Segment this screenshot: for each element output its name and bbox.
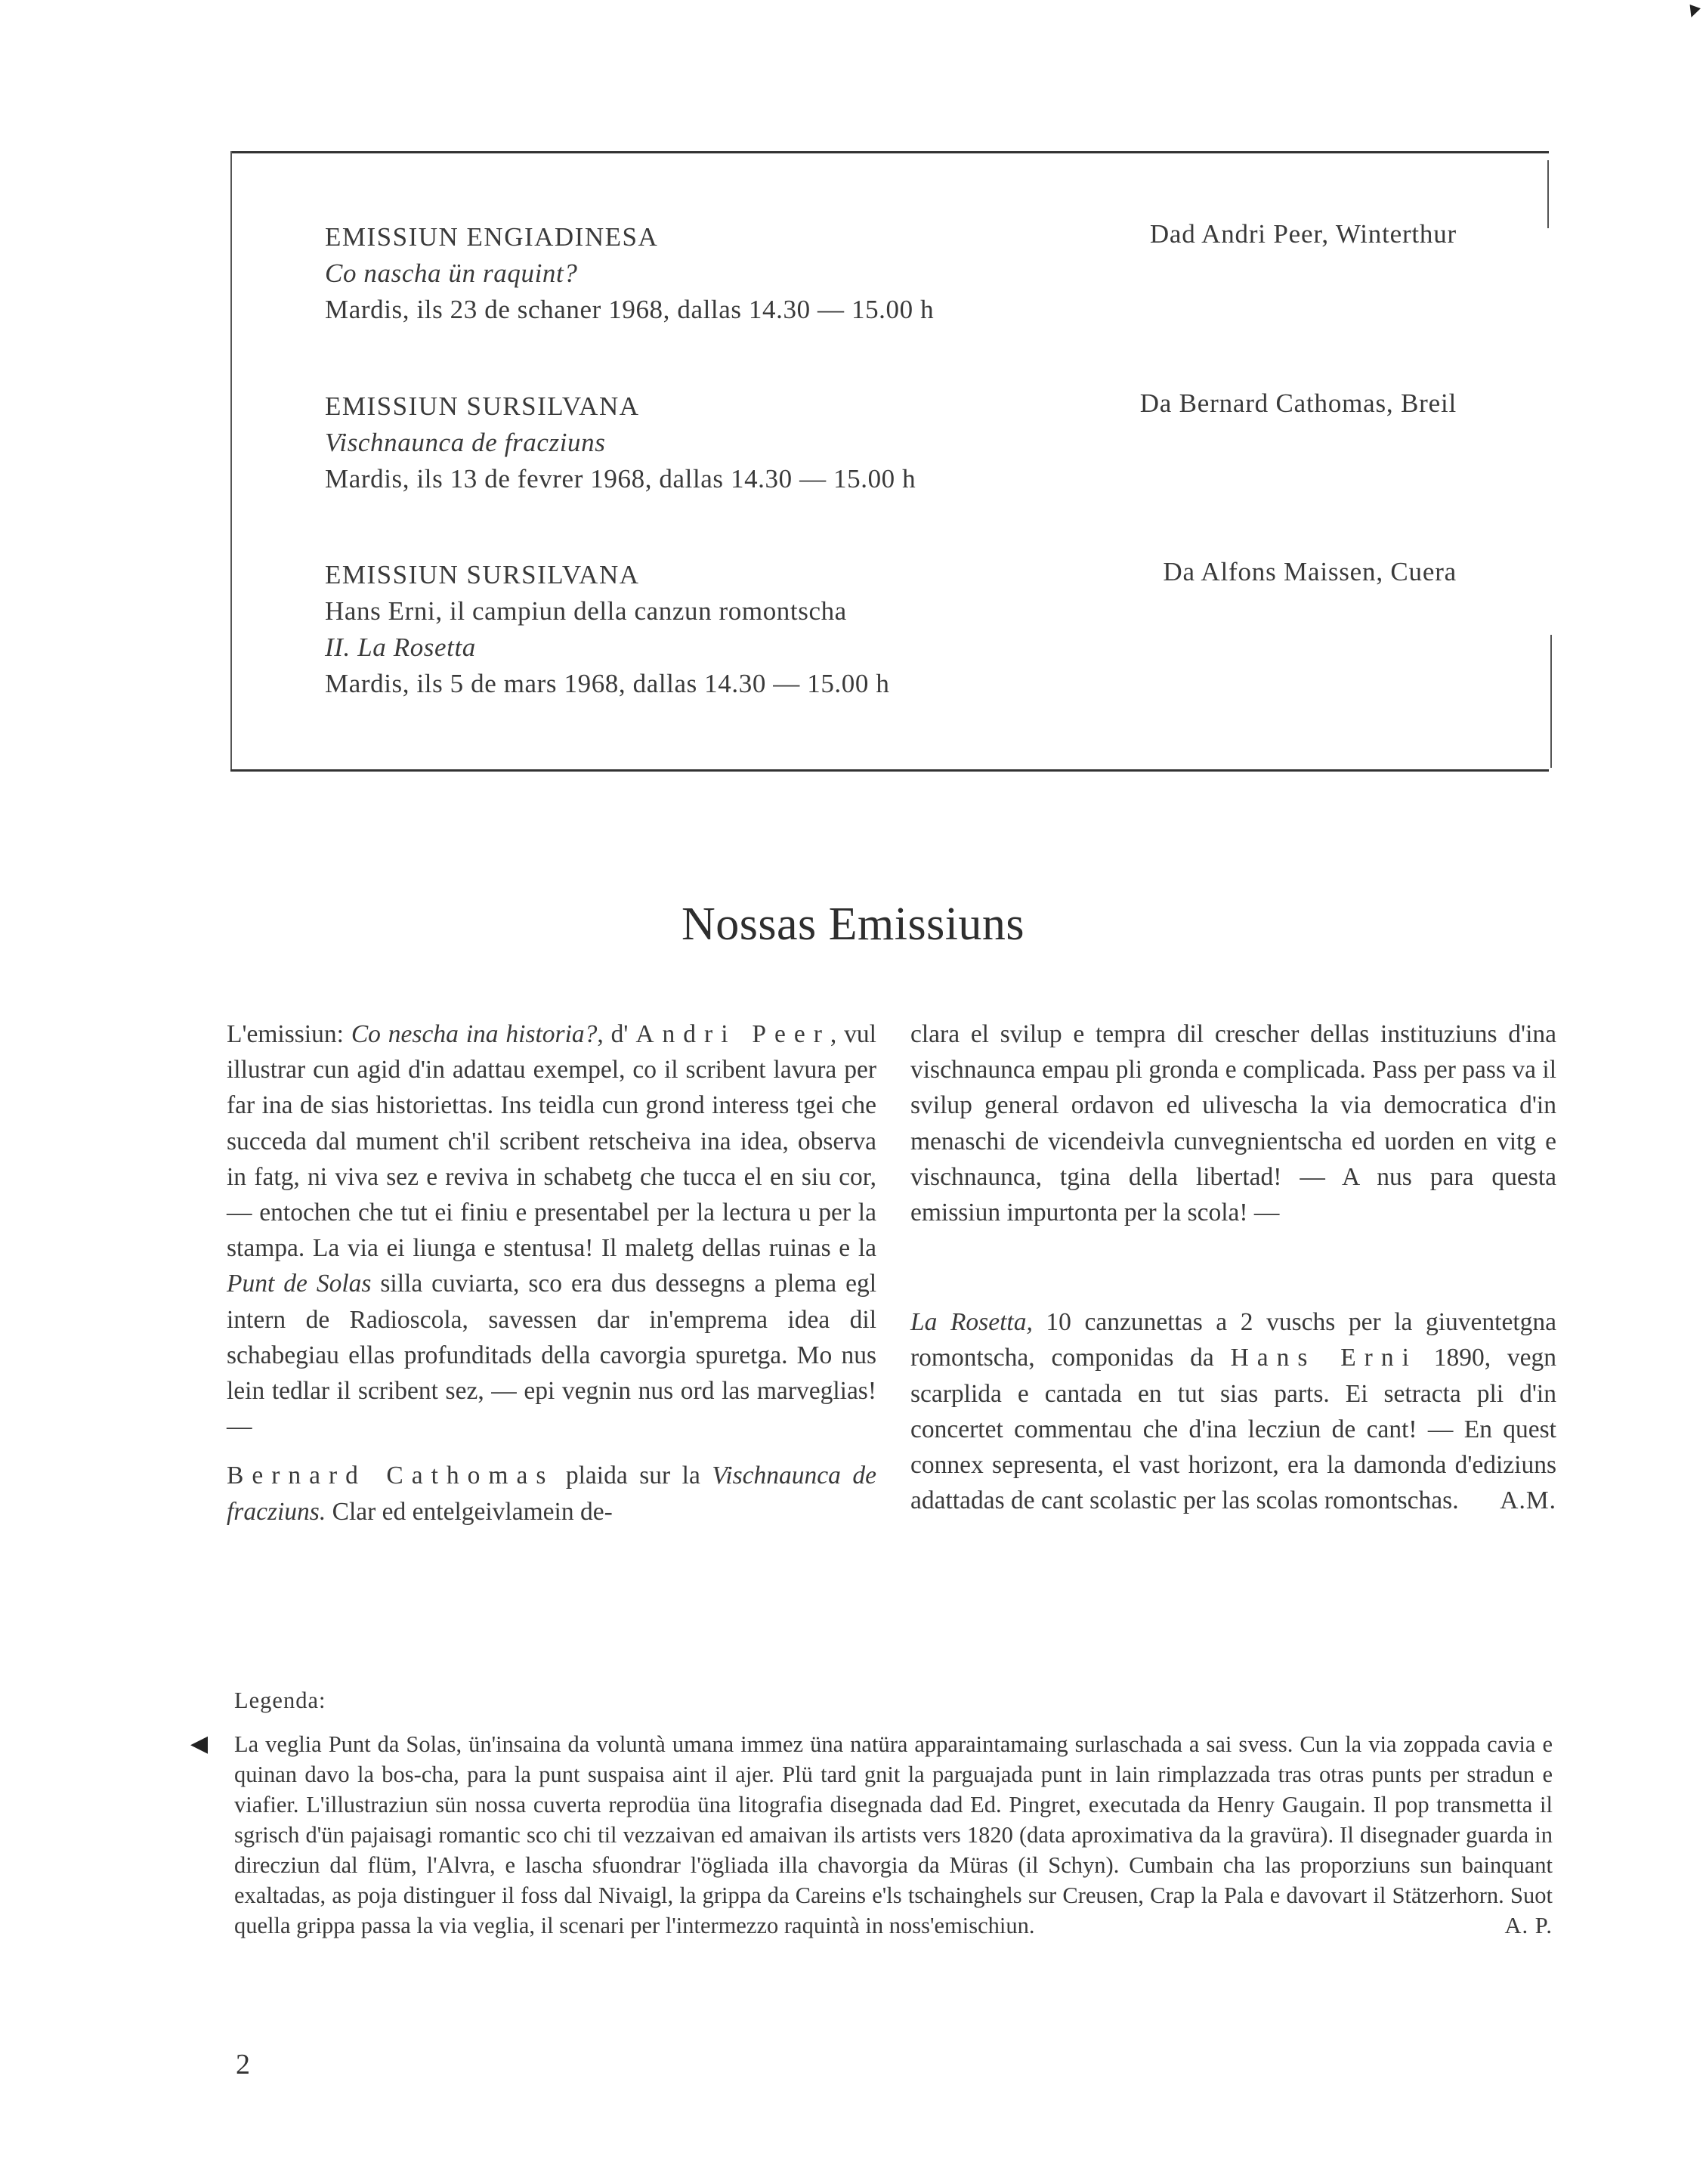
article-paragraph xyxy=(227,1016,876,1444)
corner-mark-icon: ▼ xyxy=(1685,0,1703,21)
program-author: Da Alfons Maissen, Cuera xyxy=(1163,557,1457,586)
page-number: 2 xyxy=(236,2049,250,2080)
program-entry xyxy=(325,557,1080,702)
program-heading: EMISSIUN ENGIADINESA xyxy=(325,222,659,252)
article-paragraph xyxy=(227,1458,876,1529)
text-run: silla cuviarta, sco era dus dessegns a plema egl intern de Radioscola, savessen dar in'empremа idea dil schabegiau ellas profunditads della cavorgia spuretga. Mo nus lein tedlar il scribent sez, — epi vegnin nus ord las marveglias! — xyxy=(227,1270,877,1441)
program-author: Da Bernard Cathomas, Breil xyxy=(1139,388,1457,418)
author-name-spaced: Bernard Cathomas xyxy=(227,1462,555,1490)
program-author: Dad Andri Peer, Winterthur xyxy=(1149,219,1457,249)
text-run: , vul illustrar cun agid d'in adattau exempel, co il scribent lavura per far ina de sias historiettas. Ins teidla cun grond interess tgei che succeda dal mument ch'il scribent retscheiva ina idea, observa in fatg, ni viva sez e reviva in schabetg che tucca el en siu cor, — entochen che tut ei finiu e presentabel per la lectura u per la stampa. La via ei liunga e stentusa! Il maletg dellas ruinas e la xyxy=(227,1020,876,1263)
program-subtitle: Hans Erni, il campiun della canzun romontscha xyxy=(325,596,847,626)
text-run: plaida sur la xyxy=(554,1462,712,1490)
program-heading: EMISSIUN SURSILVANA xyxy=(325,560,640,589)
author-name-spaced: Hans Erni xyxy=(1230,1344,1417,1372)
program-date: Mardis, ils 5 de mars 1968, dallas 14.30 — 15.00 h xyxy=(325,669,890,698)
text-run-italic: Punt de Solas xyxy=(227,1270,372,1298)
article-column-left xyxy=(227,1016,876,1530)
program-subtitle: Vischnaunca de fracziuns xyxy=(325,428,606,457)
article-paragraph: clara el svilup e tempra dil crescher dellas instituziuns d'ina vischnaunca empau pli gronda e complicada. Pass per pass va il svilup general ordavon ed ulivescha la via democratica d'in menaschi de vicendeivla cunvegnientscha ed uorden en vitg e vischnaunca, tgina della libertad! — A nus para questa emissiun impurtonta per la scola! — xyxy=(910,1020,1556,1227)
program-date: Mardis, ils 13 de fevrer 1968, dallas 14.30 — 15.00 h xyxy=(325,464,916,493)
signature: A. P. xyxy=(1504,1913,1553,1938)
program-part: II. La Rosetta xyxy=(325,633,476,662)
text-run: , d' xyxy=(597,1020,636,1048)
legend xyxy=(234,1685,1553,1941)
article-column-right xyxy=(910,1016,1556,1518)
program-entry xyxy=(325,388,1080,497)
legend-heading: Legenda: xyxy=(234,1687,326,1713)
signature: A.M. xyxy=(1500,1486,1556,1515)
text-run: 1890, vegn scarplida e cantada en tut sias parts. Ei setracta pli d'in concertet commentau che d'ina lecziun de cant! — En quest connex sepresenta, el vast horizont, era la damonda d'ediziuns adattadas de cant scolastic per las scolas romontschas. xyxy=(910,1344,1556,1515)
program-heading: EMISSIUN SURSILVANA xyxy=(325,391,640,421)
pointer-left-icon: ◀ xyxy=(190,1731,209,1757)
program-entry xyxy=(325,219,1080,328)
text-run-italic: La Rosetta, xyxy=(910,1308,1033,1337)
program-subtitle: Co nascha ün raquint? xyxy=(325,258,578,288)
text-run: L'emissiun: xyxy=(227,1020,351,1048)
text-run-italic: Vischnaunca de fracziuns. xyxy=(227,1462,876,1526)
legend-text: La veglia Punt da Solas, ün'insaina da voluntà umana immez üna natüra apparaintamaing surlaschada a sai svess. Cun la via zoppada cavia e quinan davo la bos-cha, para la punt suspaisa aint il ajer. Plü tard gnit la parguajada punt in lain rimplazzada tras otras punts per stradun e viafier. L'illustraziun sün nossa cuverta reprodüa üna litografia disegnada dad Ed. Pingret, executada da Henry Gaugain. Il pop transmetta il sgrisch d'ün pajaisagi romantic sco chi til vezzaivan ed amaivan ils artists vers 1820 (data aproximativa da la gravüra). Il disegnader guarda in direcziun dal flüm, l'Alvra, e lascha sfuondrar l'ögliada illa chavorgia da Müras (il Schyn). Cumbain cha las proporziuns sun bainquant exaltadas, as poja distinguer il foss dal Nivaigl, la grippa da Careins e'ls tschainghels sur Creusen, Crap la Pala e davovart il Stätzerhorn. Suot quella grippa passa la via veglia, il scenari per l'intermezzo raquintà in noss'emischiun. xyxy=(234,1731,1553,1938)
article-paragraph xyxy=(910,1304,1556,1518)
program-box-right-rule xyxy=(1550,635,1552,768)
text-run: 10 canzunettas a 2 vuschs per la giuventetgna romontscha, componidas da xyxy=(910,1308,1556,1372)
page-title: Nossas Emissiuns xyxy=(681,899,1025,950)
program-box-right-rule xyxy=(1547,160,1549,228)
program-date: Mardis, ils 23 de schaner 1968, dallas 14.30 — 15.00 h xyxy=(325,295,935,324)
text-run-italic: Co nescha ina historia? xyxy=(351,1020,598,1048)
text-run: Clar ed entelgeivlamein de- xyxy=(326,1497,613,1526)
author-name-spaced: Andri Peer xyxy=(635,1020,830,1048)
program-box-bottom-rule xyxy=(230,769,1549,772)
